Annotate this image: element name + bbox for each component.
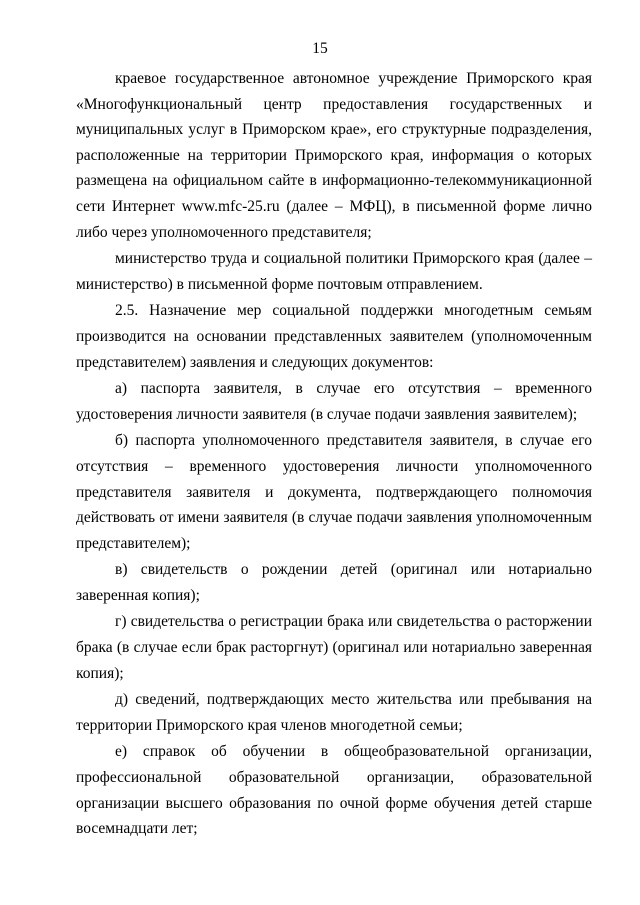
list-item-b: б) паспорта уполномоченного представителя заявителя, в случае его отсутствия – временного удостоверения личности уполномоченного представителя заявителя и документа, подтверждающего полномочия действовать от имени заявителя (в случае подачи заявления уполномоченным представителем); — [76, 432, 592, 552]
page-number: 15 — [312, 40, 328, 57]
list-item-a: а) паспорта заявителя, в случае его отсутствия – временного удостоверения личности заявителя (в случае подачи заявления заявителем); — [76, 380, 592, 423]
paragraph-2-5: 2.5. Назначение мер социальной поддержки многодетным семьям производится на основании представленных заявителем (уполномоченным представителем) заявления и следующих документов: — [76, 302, 592, 371]
paragraph-ministry: министерство труда и социальной политики Приморского края (далее – министерство) в письменной форме почтовым отправлением. — [76, 250, 592, 293]
document-body — [76, 66, 592, 842]
list-item-e: е) справок об обучении в общеобразовательной организации, профессиональной образовательной организации, образовательной организации высшего образования по очной форме обучения детей старше восемнадцати лет; — [76, 743, 592, 838]
list-item-g: г) свидетельства о регистрации брака или свидетельства о расторжении брака (в случае если брак расторгнут) (оригинал или нотариально заверенная копия); — [76, 613, 592, 682]
paragraph-mfc: краевое государственное автономное учреждение Приморского края «Многофункциональный центр предоставления государственных и муниципальных услуг в Приморском крае», его структурные подразделения, расположенные на территории Приморского края, информация о которых размещена на официальном сайте в информационно-телекоммуникационной сети Интернет www.mfc-25.ru (далее – МФЦ), в письменной форме лично либо через уполномоченного представителя; — [76, 70, 592, 241]
list-item-v: в) свидетельств о рождении детей (оригинал или нотариально заверенная копия); — [76, 561, 592, 604]
list-item-d: д) сведений, подтверждающих место жительства или пребывания на территории Приморского края членов многодетной семьи; — [76, 691, 592, 734]
